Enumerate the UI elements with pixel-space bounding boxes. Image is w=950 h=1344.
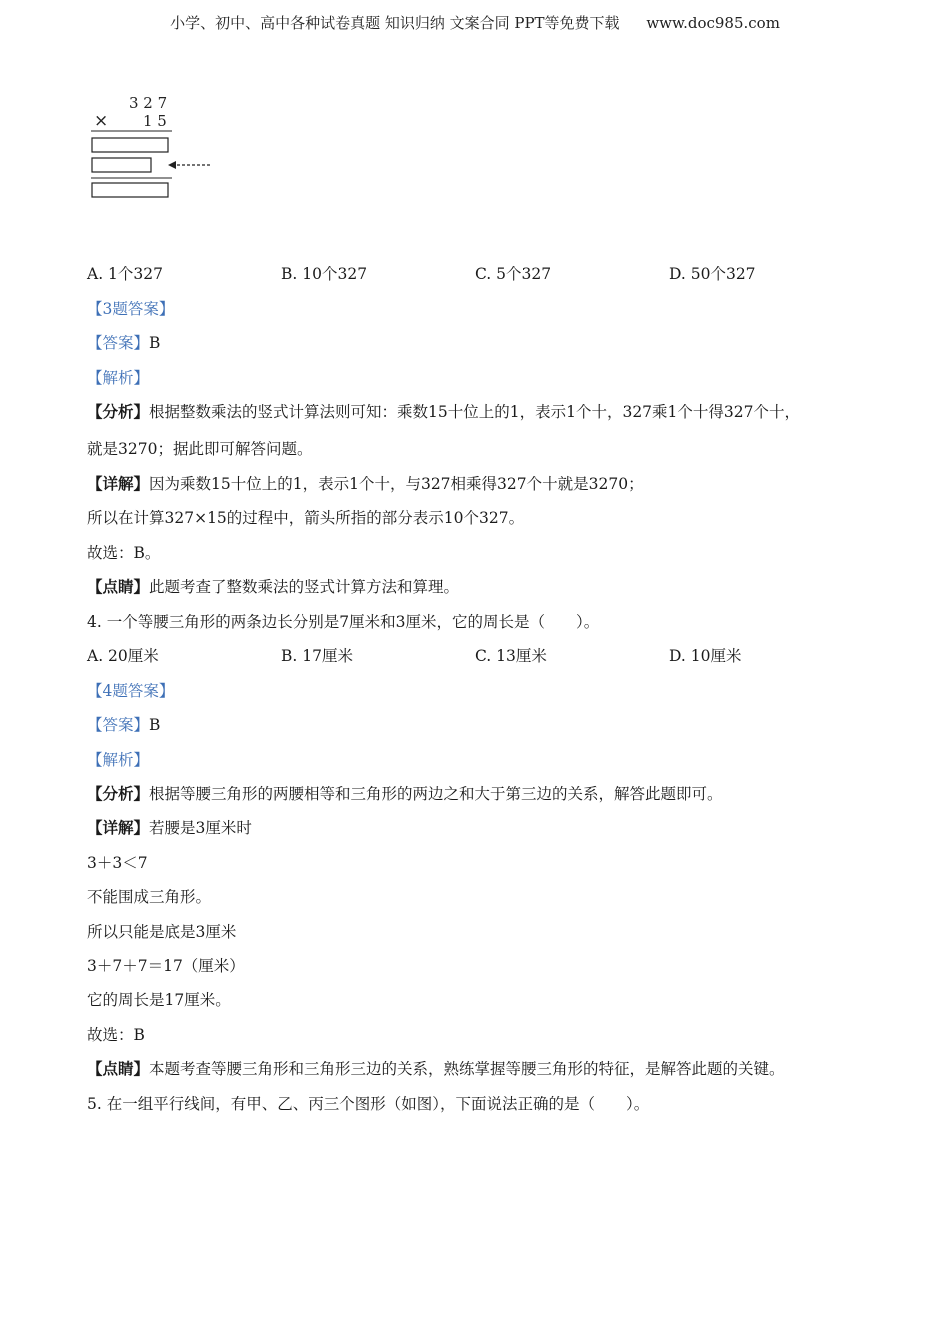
q4-xiangjie-label: 【详解】 xyxy=(87,818,150,837)
q4-step-3: 所以只能是底是3厘米 xyxy=(87,923,237,941)
multiplier-text: 1 5 xyxy=(143,112,167,130)
q3-fenxi-line1: 根据整数乘法的竖式计算法则可知：乘数15十位上的1，表示1个十，327乘1个十得327个十， xyxy=(149,403,800,421)
q4-dianjing-row xyxy=(87,1059,785,1079)
q3-analysis-heading: 【解析】 xyxy=(87,369,150,387)
q3-answer-label: 【答案】 xyxy=(87,334,150,352)
q4-answer-heading: 【4题答案】 xyxy=(87,682,175,700)
q4-analysis-heading: 【解析】 xyxy=(87,751,150,769)
q4-step-4: 3＋7＋7＝17（厘米） xyxy=(87,957,245,975)
q3-fenxi-label: 【分析】 xyxy=(87,402,150,421)
product-box xyxy=(92,183,168,197)
header-site-link[interactable]: www.doc985.com xyxy=(646,14,780,32)
q4-answer-value: B xyxy=(149,716,161,734)
q3-option-b: B. 10个327 xyxy=(281,265,368,283)
page-header xyxy=(0,12,950,33)
q3-xiangjie-line2: 所以在计算327×15的过程中，箭头所指的部分表示10个327。 xyxy=(87,509,525,527)
q4-fenxi-row xyxy=(87,784,723,804)
q4-option-a: A. 20厘米 xyxy=(87,647,159,665)
q3-answer-value: B xyxy=(149,334,161,352)
q4-step-1: 3＋3＜7 xyxy=(87,854,148,872)
q4-dianjing-text: 本题考查等腰三角形和三角形三边的关系，熟练掌握等腰三角形的特征，是解答此题的关键。 xyxy=(149,1060,785,1078)
q4-option-b: B. 17厘米 xyxy=(281,647,353,665)
q4-option-d: D. 10厘米 xyxy=(669,647,742,665)
q4-question: 4. 一个等腰三角形的两条边长分别是7厘米和3厘米，它的周长是（ ）。 xyxy=(87,613,600,631)
q3-xiangjie-label: 【详解】 xyxy=(87,474,150,493)
q4-fenxi-label: 【分析】 xyxy=(87,784,150,803)
q3-fenxi-line2: 就是3270；据此即可解答问题。 xyxy=(87,440,313,458)
q4-answer-row xyxy=(87,715,160,735)
q3-fenxi-row xyxy=(87,402,800,422)
q4-xiangjie-text: 若腰是3厘米时 xyxy=(149,819,252,837)
q3-option-a: A. 1个327 xyxy=(87,265,163,283)
q3-xiangjie-row xyxy=(87,474,644,494)
q3-option-c: C. 5个327 xyxy=(475,265,552,283)
q3-dianjing-text: 此题考查了整数乘法的竖式计算方法和算理。 xyxy=(149,578,460,596)
partial-product-box-1 xyxy=(92,138,168,152)
q3-dianjing-label: 【点睛】 xyxy=(87,577,150,596)
q3-answer-heading: 【3题答案】 xyxy=(87,300,175,318)
q4-xiangjie-row xyxy=(87,818,252,838)
q3-choice: 故选：B。 xyxy=(87,544,161,562)
q4-step-2: 不能围成三角形。 xyxy=(87,888,212,906)
times-sign: × xyxy=(94,111,109,131)
q4-answer-label: 【答案】 xyxy=(87,716,150,734)
q4-step-5: 它的周长是17厘米。 xyxy=(87,991,231,1009)
arrow-head-icon xyxy=(168,161,176,169)
partial-product-box-2 xyxy=(92,158,151,172)
q3-xiangjie-line1: 因为乘数15十位上的1，表示1个十，与327相乘得327个十就是3270； xyxy=(149,475,644,493)
q4-option-c: C. 13厘米 xyxy=(475,647,547,665)
q4-choice: 故选：B xyxy=(87,1026,145,1044)
q3-answer-row xyxy=(87,333,160,353)
q4-dianjing-label: 【点睛】 xyxy=(87,1059,150,1078)
header-text: 小学、初中、高中各种试卷真题 知识归纳 文案合同 PPT等免费下载 xyxy=(170,14,620,32)
multiplicand-text: 3 2 7 xyxy=(129,94,168,112)
q4-fenxi-text: 根据等腰三角形的两腰相等和三角形的两边之和大于第三边的关系，解答此题即可。 xyxy=(149,785,723,803)
q3-option-d: D. 50个327 xyxy=(669,265,756,283)
q5-question: 5. 在一组平行线间，有甲、乙、丙三个图形（如图），下面说法正确的是（ ）。 xyxy=(87,1095,650,1113)
multiplication-diagram xyxy=(88,92,228,204)
q3-dianjing-row xyxy=(87,577,459,597)
